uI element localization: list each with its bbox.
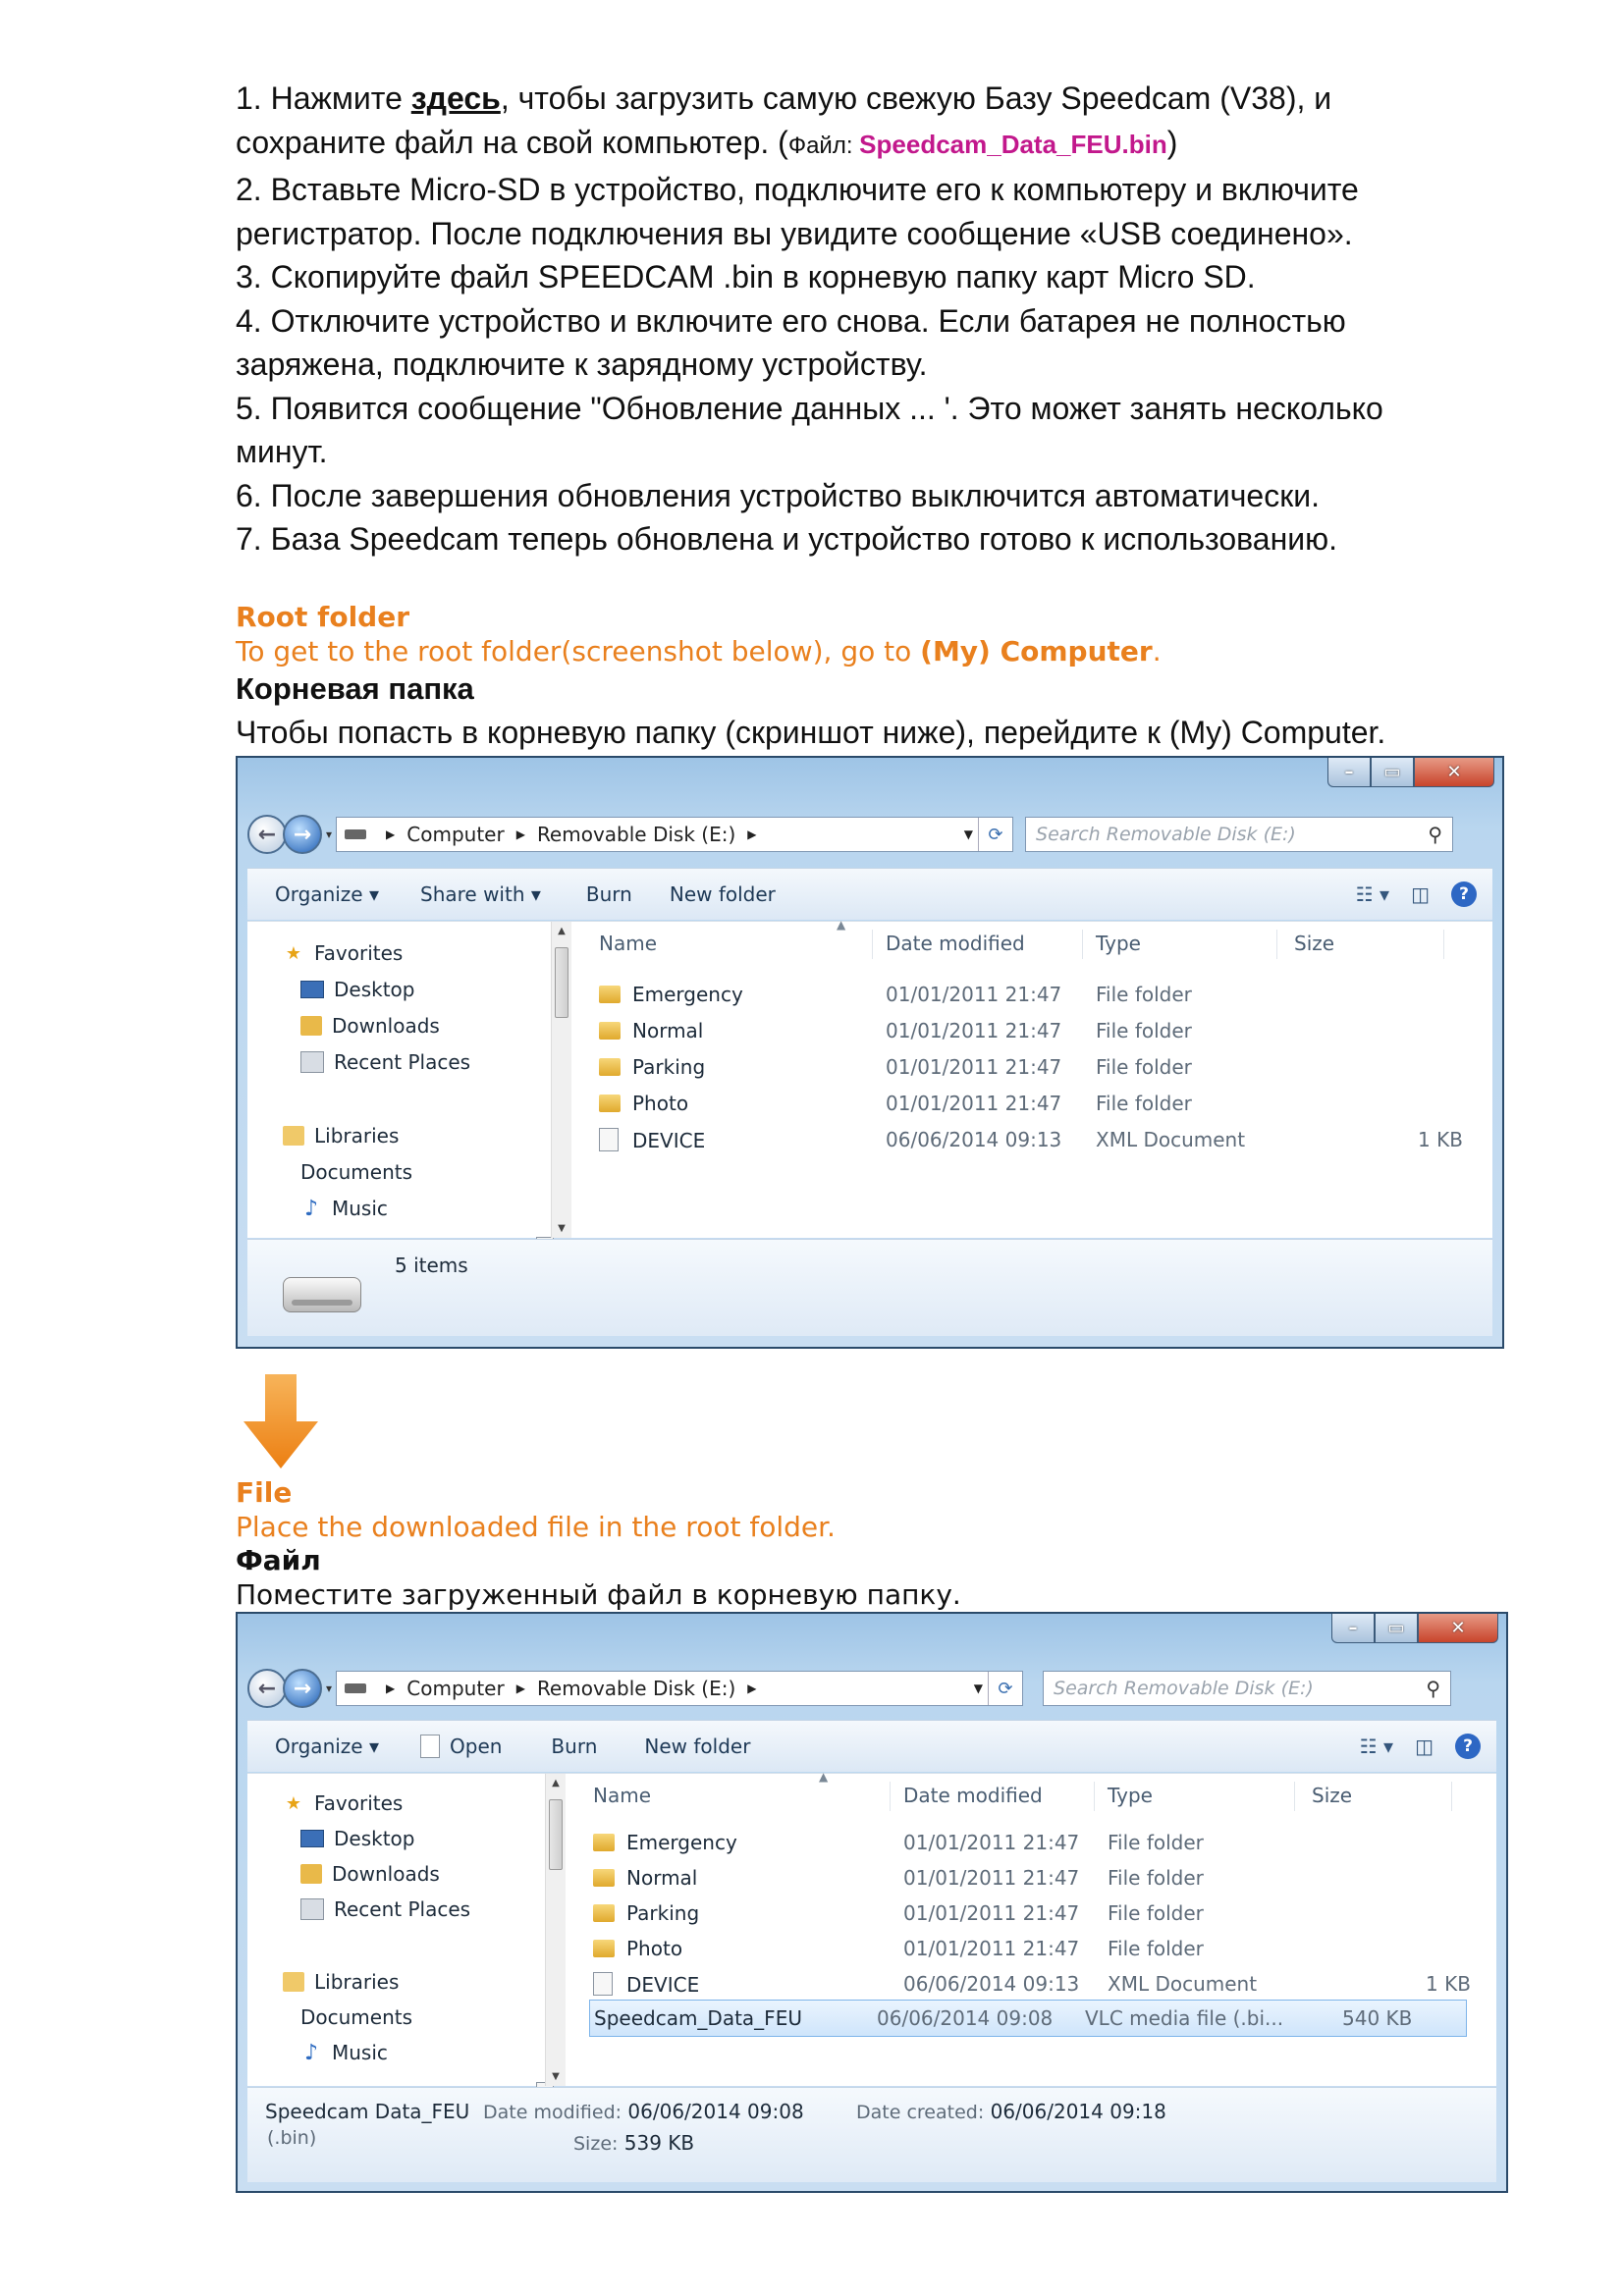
file-name — [593, 1972, 699, 1997]
nav-music[interactable] — [300, 1197, 388, 1220]
file-row-emergency[interactable] — [571, 977, 1492, 1012]
nav-label: Music — [332, 2041, 388, 2064]
nav-label: Music — [332, 1197, 388, 1220]
recent-places-icon — [300, 1898, 324, 1920]
step-2-cont: регистратор. После подключения вы увидите сообщение «USB соединено». — [236, 215, 1353, 251]
breadcrumb-removable-disk[interactable]: Removable Disk (E:) — [536, 1677, 736, 1700]
file-date: 01/01/2011 21:47 — [903, 1866, 1080, 1890]
removable-disk-icon — [283, 1277, 361, 1312]
details-pane — [247, 2087, 1496, 2182]
new-folder-button[interactable]: New folder — [644, 1735, 751, 1758]
step-1 — [236, 77, 1512, 121]
file-name-text: Normal — [626, 1866, 698, 1890]
nav-libraries[interactable] — [283, 1124, 399, 1148]
folder-icon — [593, 1834, 615, 1851]
address-bar[interactable] — [336, 817, 1013, 852]
change-view-icon[interactable]: ☷ ▾ — [1359, 1735, 1394, 1758]
file-name-text: Normal — [632, 1019, 704, 1042]
step-2: 2. Вставьте Micro-SD в устройство, подключите его к компьютеру и включите — [236, 172, 1359, 207]
file-type: File folder — [1096, 983, 1192, 1006]
details-pane — [247, 1239, 1492, 1336]
file-name-text: DEVICE — [626, 1973, 700, 1997]
nav-label: Desktop — [334, 978, 415, 1001]
date-created-label: Date created: — [856, 2102, 985, 2123]
scroll-down-icon[interactable]: ▼ — [558, 1223, 566, 1234]
root-text-en-b: . — [1152, 635, 1162, 667]
nav-label: Favorites — [314, 941, 404, 965]
step-1-cont — [236, 121, 1512, 169]
minimize-button[interactable]: – — [1331, 1614, 1375, 1643]
explorer-window-2 — [236, 1612, 1508, 2193]
back-button[interactable]: ← — [247, 815, 287, 854]
scroll-down-icon[interactable]: ▼ — [552, 2071, 560, 2082]
file-name — [599, 983, 743, 1006]
open-button[interactable] — [420, 1735, 502, 1758]
scroll-thumb[interactable] — [549, 1799, 563, 1870]
maximize-button[interactable]: ▭ — [1371, 758, 1414, 787]
nav-recent-places[interactable] — [300, 1897, 470, 1921]
root-text-en — [236, 635, 1162, 667]
file-heading-ru: Файл — [236, 1544, 321, 1576]
folder-icon — [599, 986, 621, 1003]
column-date-modified[interactable]: Date modified — [886, 932, 1025, 955]
address-dropdown-icon[interactable]: ▼ — [973, 1682, 984, 1695]
star-icon: ★ — [285, 1792, 302, 1814]
date-modified-field — [483, 2100, 804, 2123]
nav-label: Recent Places — [334, 1050, 471, 1074]
column-divider — [1094, 1782, 1095, 1811]
root-text-ru: Чтобы попасть в корневую папку (скриншот ниже), перейдите к (My) Computer. — [236, 715, 1386, 750]
nav-recent-places[interactable] — [300, 1050, 470, 1074]
date-modified-label: Date modified: — [483, 2102, 622, 2123]
file-date: 06/06/2014 09:13 — [903, 1972, 1080, 1996]
share-with-menu[interactable]: Share with ▾ — [420, 882, 541, 906]
breadcrumb-arrow-icon: ▶ — [747, 1682, 757, 1695]
breadcrumb-arrow-icon: ▶ — [747, 828, 757, 841]
recent-pages-dropdown-icon[interactable]: ▾ — [326, 828, 333, 841]
music-icon: ♪ — [303, 1196, 319, 1221]
file-text-en: Place the downloaded file in the root folder. — [236, 1511, 836, 1543]
step-4: 4. Отключите устройство и включите его снова. Если батарея не полностью — [236, 302, 1346, 339]
column-type[interactable]: Type — [1108, 1784, 1153, 1807]
open-label: Open — [450, 1735, 503, 1758]
column-divider — [1082, 930, 1083, 959]
root-text-en-a: To get to the root folder(screenshot below), go to — [236, 635, 921, 667]
command-bar — [247, 1720, 1496, 1772]
file-date: 01/01/2011 21:47 — [903, 1831, 1080, 1854]
step-1-text-b: , чтобы загрузить самую свежую Базу Speedcam (V38), и — [500, 80, 1332, 116]
forward-button[interactable]: → — [283, 815, 322, 854]
column-divider — [872, 930, 873, 959]
navigation-pane — [247, 922, 572, 1238]
nav-scrollbar[interactable] — [545, 1774, 566, 2086]
drive-icon — [345, 1683, 366, 1693]
folder-icon — [599, 1058, 621, 1076]
column-name[interactable]: Name — [593, 1784, 652, 1807]
file-name: Speedcam_Data_FEU — [594, 2006, 802, 2030]
step-1-text-c: сохраните файл на свой компьютер. ( — [236, 124, 788, 160]
file-name-text: Parking — [626, 1901, 700, 1925]
close-button[interactable]: ✕ — [1414, 758, 1494, 787]
file-row-parking[interactable] — [571, 1049, 1492, 1085]
folder-icon — [599, 1095, 621, 1112]
breadcrumb-computer[interactable]: Computer — [406, 823, 505, 846]
root-heading-ru: Корневая папка — [236, 671, 474, 706]
open-file-icon — [420, 1735, 440, 1758]
star-icon: ★ — [285, 942, 302, 964]
file-row-photo[interactable] — [571, 1086, 1492, 1121]
column-divider — [1451, 1782, 1452, 1811]
instructions — [236, 77, 1512, 561]
file-size: 540 KB — [1342, 2006, 1413, 2030]
libraries-icon — [283, 1972, 304, 1992]
file-type: File folder — [1096, 1092, 1192, 1115]
downloads-icon — [300, 1864, 322, 1884]
nav-label: Documents — [300, 2005, 413, 2029]
close-button[interactable]: ✕ — [1418, 1614, 1498, 1643]
file-name — [593, 1937, 682, 1960]
xml-document-icon — [593, 1972, 613, 1996]
my-computer-label: (My) Computer — [920, 635, 1153, 667]
nav-label: Recent Places — [334, 1897, 471, 1921]
scroll-up-icon[interactable]: ▲ — [558, 926, 566, 936]
content-panes — [247, 918, 1492, 1238]
column-divider — [1276, 930, 1277, 959]
date-modified-value: 06/06/2014 09:08 — [627, 2100, 804, 2123]
nav-desktop[interactable] — [300, 978, 414, 1001]
navigation-pane — [247, 1774, 567, 2086]
step-1-text: 1. Нажмите — [236, 80, 411, 116]
forward-button[interactable]: → — [283, 1669, 322, 1708]
nav-label: Favorites — [314, 1791, 404, 1815]
file-type: File folder — [1108, 1831, 1204, 1854]
breadcrumb-computer[interactable]: Computer — [406, 1677, 505, 1700]
folder-icon — [593, 1869, 615, 1887]
breadcrumb-arrow-icon: ▶ — [515, 828, 525, 841]
size-label: Size: — [573, 2133, 619, 2155]
file-size: 1 KB — [1418, 1128, 1463, 1151]
sort-ascending-icon: ▲ — [837, 918, 846, 932]
column-size[interactable]: Size — [1294, 932, 1335, 955]
file-type: File folder — [1108, 1901, 1204, 1925]
file-name-text: Parking — [632, 1055, 706, 1079]
file-name — [599, 1092, 688, 1115]
recent-pages-dropdown-icon[interactable]: ▾ — [326, 1682, 333, 1695]
breadcrumb-arrow-icon: ▶ — [386, 828, 396, 841]
navigation-row — [247, 1669, 1496, 1708]
file-name — [593, 1901, 699, 1925]
nav-favorites[interactable] — [283, 941, 403, 965]
help-icon[interactable]: ? — [1455, 1734, 1481, 1759]
file-type: File folder — [1108, 1937, 1204, 1960]
file-date: 01/01/2011 21:47 — [886, 983, 1062, 1006]
music-icon: ♪ — [303, 2040, 319, 2065]
breadcrumb-arrow-icon: ▶ — [386, 1682, 396, 1695]
libraries-icon — [283, 1126, 304, 1146]
sort-ascending-icon: ▲ — [819, 1770, 829, 1784]
nav-label: Libraries — [314, 1124, 400, 1148]
breadcrumb-removable-disk[interactable]: Removable Disk (E:) — [536, 823, 736, 846]
file-date: 06/06/2014 09:08 — [877, 2006, 1054, 2030]
content-panes — [247, 1770, 1496, 2086]
column-name[interactable]: Name — [599, 932, 658, 955]
preview-pane-icon[interactable]: ◫ — [1415, 1735, 1434, 1758]
folder-icon — [599, 1022, 621, 1040]
file-name-text: Photo — [632, 1092, 689, 1115]
column-date-modified[interactable]: Date modified — [903, 1784, 1043, 1807]
nav-label: Desktop — [334, 1827, 415, 1850]
breadcrumb-arrow-icon: ▶ — [515, 1682, 525, 1695]
file-type: VLC media file (.bi... — [1085, 2006, 1284, 2030]
search-icon[interactable]: ⚲ — [1426, 1677, 1441, 1700]
column-type[interactable]: Type — [1096, 932, 1141, 955]
column-size[interactable]: Size — [1312, 1784, 1353, 1807]
file-list — [571, 918, 1492, 1238]
burn-button[interactable]: Burn — [551, 1735, 598, 1758]
size-value: 539 KB — [623, 2131, 695, 2155]
file-row-photo[interactable] — [566, 1931, 1496, 1966]
recent-places-icon — [300, 1051, 324, 1073]
scroll-up-icon[interactable]: ▲ — [552, 1778, 560, 1789]
burn-button[interactable]: Burn — [585, 882, 632, 906]
file-row-device[interactable] — [566, 1966, 1496, 2002]
file-type: XML Document — [1096, 1128, 1246, 1151]
file-date: 06/06/2014 09:13 — [886, 1128, 1062, 1151]
change-view-icon[interactable]: ☷ ▾ — [1355, 882, 1390, 906]
search-placeholder: Search Removable Disk (E:) — [1054, 1678, 1314, 1699]
preview-pane-icon[interactable]: ◫ — [1411, 882, 1430, 906]
step-6: 6. После завершения обновления устройство выключится автоматически. — [236, 477, 1320, 513]
file-row-normal[interactable] — [566, 1860, 1496, 1896]
nav-documents[interactable] — [300, 1160, 412, 1184]
nav-favorites[interactable] — [283, 1791, 403, 1815]
command-bar — [247, 868, 1492, 920]
steps-list — [236, 77, 1512, 561]
nav-libraries[interactable] — [283, 1970, 399, 1994]
organize-menu[interactable]: Organize ▾ — [275, 882, 379, 906]
back-button[interactable]: ← — [247, 1669, 287, 1708]
file-row-parking[interactable] — [566, 1896, 1496, 1931]
root-heading-en: Root folder — [236, 601, 410, 633]
navigation-row — [247, 815, 1492, 854]
file-list — [566, 1770, 1496, 2086]
paren-close: ) — [1166, 124, 1178, 160]
search-input[interactable] — [1043, 1671, 1451, 1706]
refresh-icon[interactable]: ⟳ — [978, 818, 1012, 851]
file-date: 01/01/2011 21:47 — [886, 1092, 1062, 1115]
organize-menu[interactable]: Organize ▾ — [275, 1735, 379, 1758]
nav-label: Downloads — [332, 1862, 440, 1886]
address-dropdown-icon[interactable]: ▼ — [963, 828, 974, 841]
file-text-ru: Поместите загруженный файл в корневую папку. — [236, 1578, 961, 1611]
nav-label: Libraries — [314, 1970, 400, 1994]
nav-downloads[interactable] — [300, 1862, 440, 1886]
nav-label: Downloads — [332, 1014, 440, 1038]
file-row-device[interactable] — [571, 1122, 1492, 1157]
view-controls — [1360, 1734, 1481, 1759]
file-name-text: Emergency — [632, 983, 743, 1006]
new-folder-button[interactable]: New folder — [669, 882, 776, 906]
file-date: 01/01/2011 21:47 — [886, 1055, 1062, 1079]
folder-icon — [593, 1904, 615, 1922]
xml-document-icon — [599, 1128, 619, 1151]
nav-music[interactable] — [300, 2041, 388, 2064]
file-name — [599, 1019, 703, 1042]
file-date: 01/01/2011 21:47 — [886, 1019, 1062, 1042]
nav-scrollbar[interactable] — [551, 922, 571, 1238]
file-date: 01/01/2011 21:47 — [903, 1937, 1080, 1960]
scroll-thumb[interactable] — [555, 947, 568, 1018]
selected-file-ext: (.bin) — [267, 2127, 317, 2149]
view-controls — [1356, 881, 1477, 907]
column-divider — [1294, 1782, 1295, 1811]
nav-downloads[interactable] — [300, 1014, 440, 1038]
nav-documents[interactable] — [300, 2005, 412, 2029]
explorer-window-1 — [236, 756, 1504, 1349]
file-name — [599, 1128, 705, 1152]
down-arrow-icon — [242, 1374, 320, 1472]
file-row-emergency[interactable] — [566, 1825, 1496, 1860]
file-name-text: DEVICE — [632, 1129, 706, 1152]
refresh-icon[interactable]: ⟳ — [988, 1672, 1022, 1705]
step-7: 7. База Speedcam теперь обновлена и устройство готово к использованию. — [236, 521, 1338, 557]
caption-buttons — [1331, 1614, 1498, 1643]
file-name — [599, 1055, 705, 1079]
step-5: 5. Появится сообщение "Обновление данных ... '. Это может занять несколько — [236, 390, 1383, 426]
file-name — [593, 1831, 737, 1854]
downloads-icon — [300, 1016, 322, 1036]
file-type: File folder — [1096, 1019, 1192, 1042]
item-count: 5 items — [395, 1254, 468, 1277]
file-type: File folder — [1096, 1055, 1192, 1079]
file-row-normal[interactable] — [571, 1013, 1492, 1048]
caption-buttons — [1327, 758, 1494, 787]
drive-icon — [345, 829, 366, 839]
search-input[interactable] — [1025, 817, 1453, 852]
file-label: Файл: — [787, 132, 860, 159]
date-created-value: 06/06/2014 09:18 — [990, 2100, 1166, 2123]
address-bar[interactable] — [336, 1671, 1023, 1706]
file-row-speedcam-data[interactable] — [589, 2000, 1467, 2037]
file-size: 1 KB — [1426, 1972, 1471, 1996]
column-divider — [890, 1782, 891, 1811]
file-name: Speedcam_Data_FEU.bin — [859, 129, 1167, 159]
file-name — [593, 1866, 697, 1890]
file-type: File folder — [1108, 1866, 1204, 1890]
column-divider — [1443, 930, 1444, 959]
selected-file-name: Speedcam Data_FEU — [265, 2100, 470, 2123]
file-name-text: Emergency — [626, 1831, 737, 1854]
step-5-cont: минут. — [236, 434, 328, 469]
step-4-cont: заряжена, подключите к зарядному устройству. — [236, 347, 928, 382]
download-link[interactable]: здесь — [410, 80, 501, 116]
file-name-text: Photo — [626, 1937, 683, 1960]
nav-label: Documents — [300, 1160, 413, 1184]
desktop-icon — [300, 1830, 324, 1847]
file-type: XML Document — [1108, 1972, 1258, 1996]
file-heading-en: File — [236, 1476, 293, 1509]
folder-icon — [593, 1940, 615, 1957]
minimize-button[interactable]: – — [1327, 758, 1371, 787]
step-3: 3. Скопируйте файл SPEEDCAM .bin в корневую папку карт Micro SD. — [236, 259, 1256, 294]
help-icon[interactable]: ? — [1451, 881, 1477, 907]
search-placeholder: Search Removable Disk (E:) — [1036, 824, 1296, 845]
desktop-icon — [300, 981, 324, 998]
date-created-field — [856, 2100, 1166, 2123]
file-date: 01/01/2011 21:47 — [903, 1901, 1080, 1925]
maximize-button[interactable]: ▭ — [1375, 1614, 1418, 1643]
size-field — [573, 2131, 694, 2155]
search-icon[interactable]: ⚲ — [1428, 823, 1443, 846]
nav-desktop[interactable] — [300, 1827, 414, 1850]
